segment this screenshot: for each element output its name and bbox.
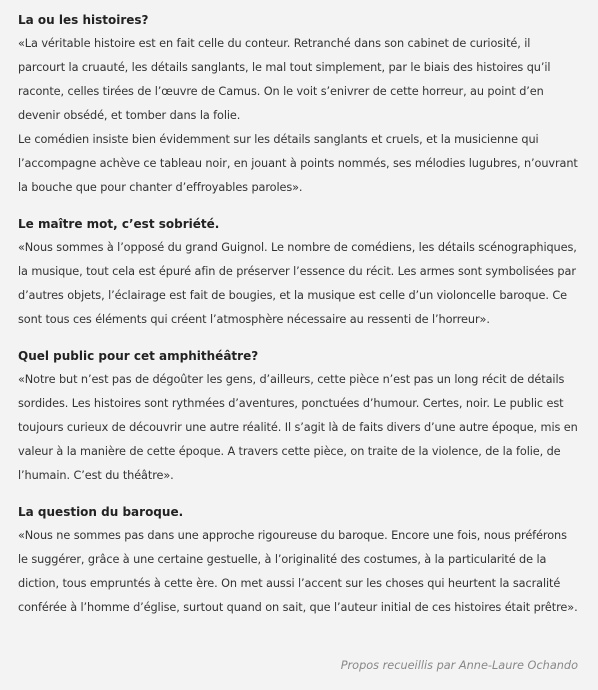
section-public <box>18 344 580 488</box>
section-heading: La question du baroque. <box>18 505 184 519</box>
paragraph: «Nous sommes à l’opposé du grand Guignol. Le nombre de comédiens, les détails scénographiques, la musique, tout cela est épuré afin de préserver l’essence du récit. Les armes sont symbolisées par d’autres objets, l’éclairage est fait de bougies, et la musique est celle d’un violoncelle baroque. Ce sont tous ces éléments qui créent l’atmosphère nécessaire au ressenti de l’horreur». <box>18 241 577 326</box>
section-sobriete <box>18 212 580 332</box>
section-heading: Le maître mot, c’est sobriété. <box>18 217 220 231</box>
paragraph: «Notre but n’est pas de dégoûter les gens, d’ailleurs, cette pièce n’est pas un long récit de détails sordides. Les histoires sont rythmées d’aventures, ponctuées d’humour. Certes, noir. Le public est toujours curieux de découvrir une autre réalité. Il s’agit là de faits divers d’une autre époque, mis en valeur à la manière de cette époque. A travers cette pièce, on traite de la violence, de la folie, de l’humain. C’est du théâtre». <box>18 373 578 482</box>
paragraph: Le comédien insiste bien évidemment sur les détails sanglants et cruels, et la musicienne qui l’accompagne achève ce tableau noir, en jouant à points nommés, ses mélodies lugubres, n’ouvrant la bouche que pour chanter d’effroyables paroles». <box>18 133 578 194</box>
section-heading: La ou les histoires? <box>18 13 149 27</box>
section-histoires <box>18 8 580 200</box>
paragraph: «La véritable histoire est en fait celle du conteur. Retranché dans son cabinet de curiosité, il parcourt la cruauté, les détails sanglants, le mal tout simplement, par le biais des histoires qu’il raconte, celles tirées de l’œuvre de Camus. On le voit s’enivrer de cette horreur, au point d’en devenir obsédé, et tomber dans la folie. <box>18 37 551 122</box>
paragraph: «Nous ne sommes pas dans une approche rigoureuse du baroque. Encore une fois, nous préférons le suggérer, grâce à une certaine gestuelle, à l’originalité des costumes, à la particularité de la diction, tous empruntés à cette ère. On met aussi l’accent sur les choses qui heurtent la sacralité conférée à l’homme d’église, surtout quand on sait, que l’auteur initial de ces histoires était prêtre». <box>18 529 578 614</box>
section-baroque <box>18 500 580 620</box>
section-heading: Quel public pour cet amphithéâtre? <box>18 349 259 363</box>
author-credit: Propos recueillis par Anne-Laure Ochando <box>340 659 578 672</box>
